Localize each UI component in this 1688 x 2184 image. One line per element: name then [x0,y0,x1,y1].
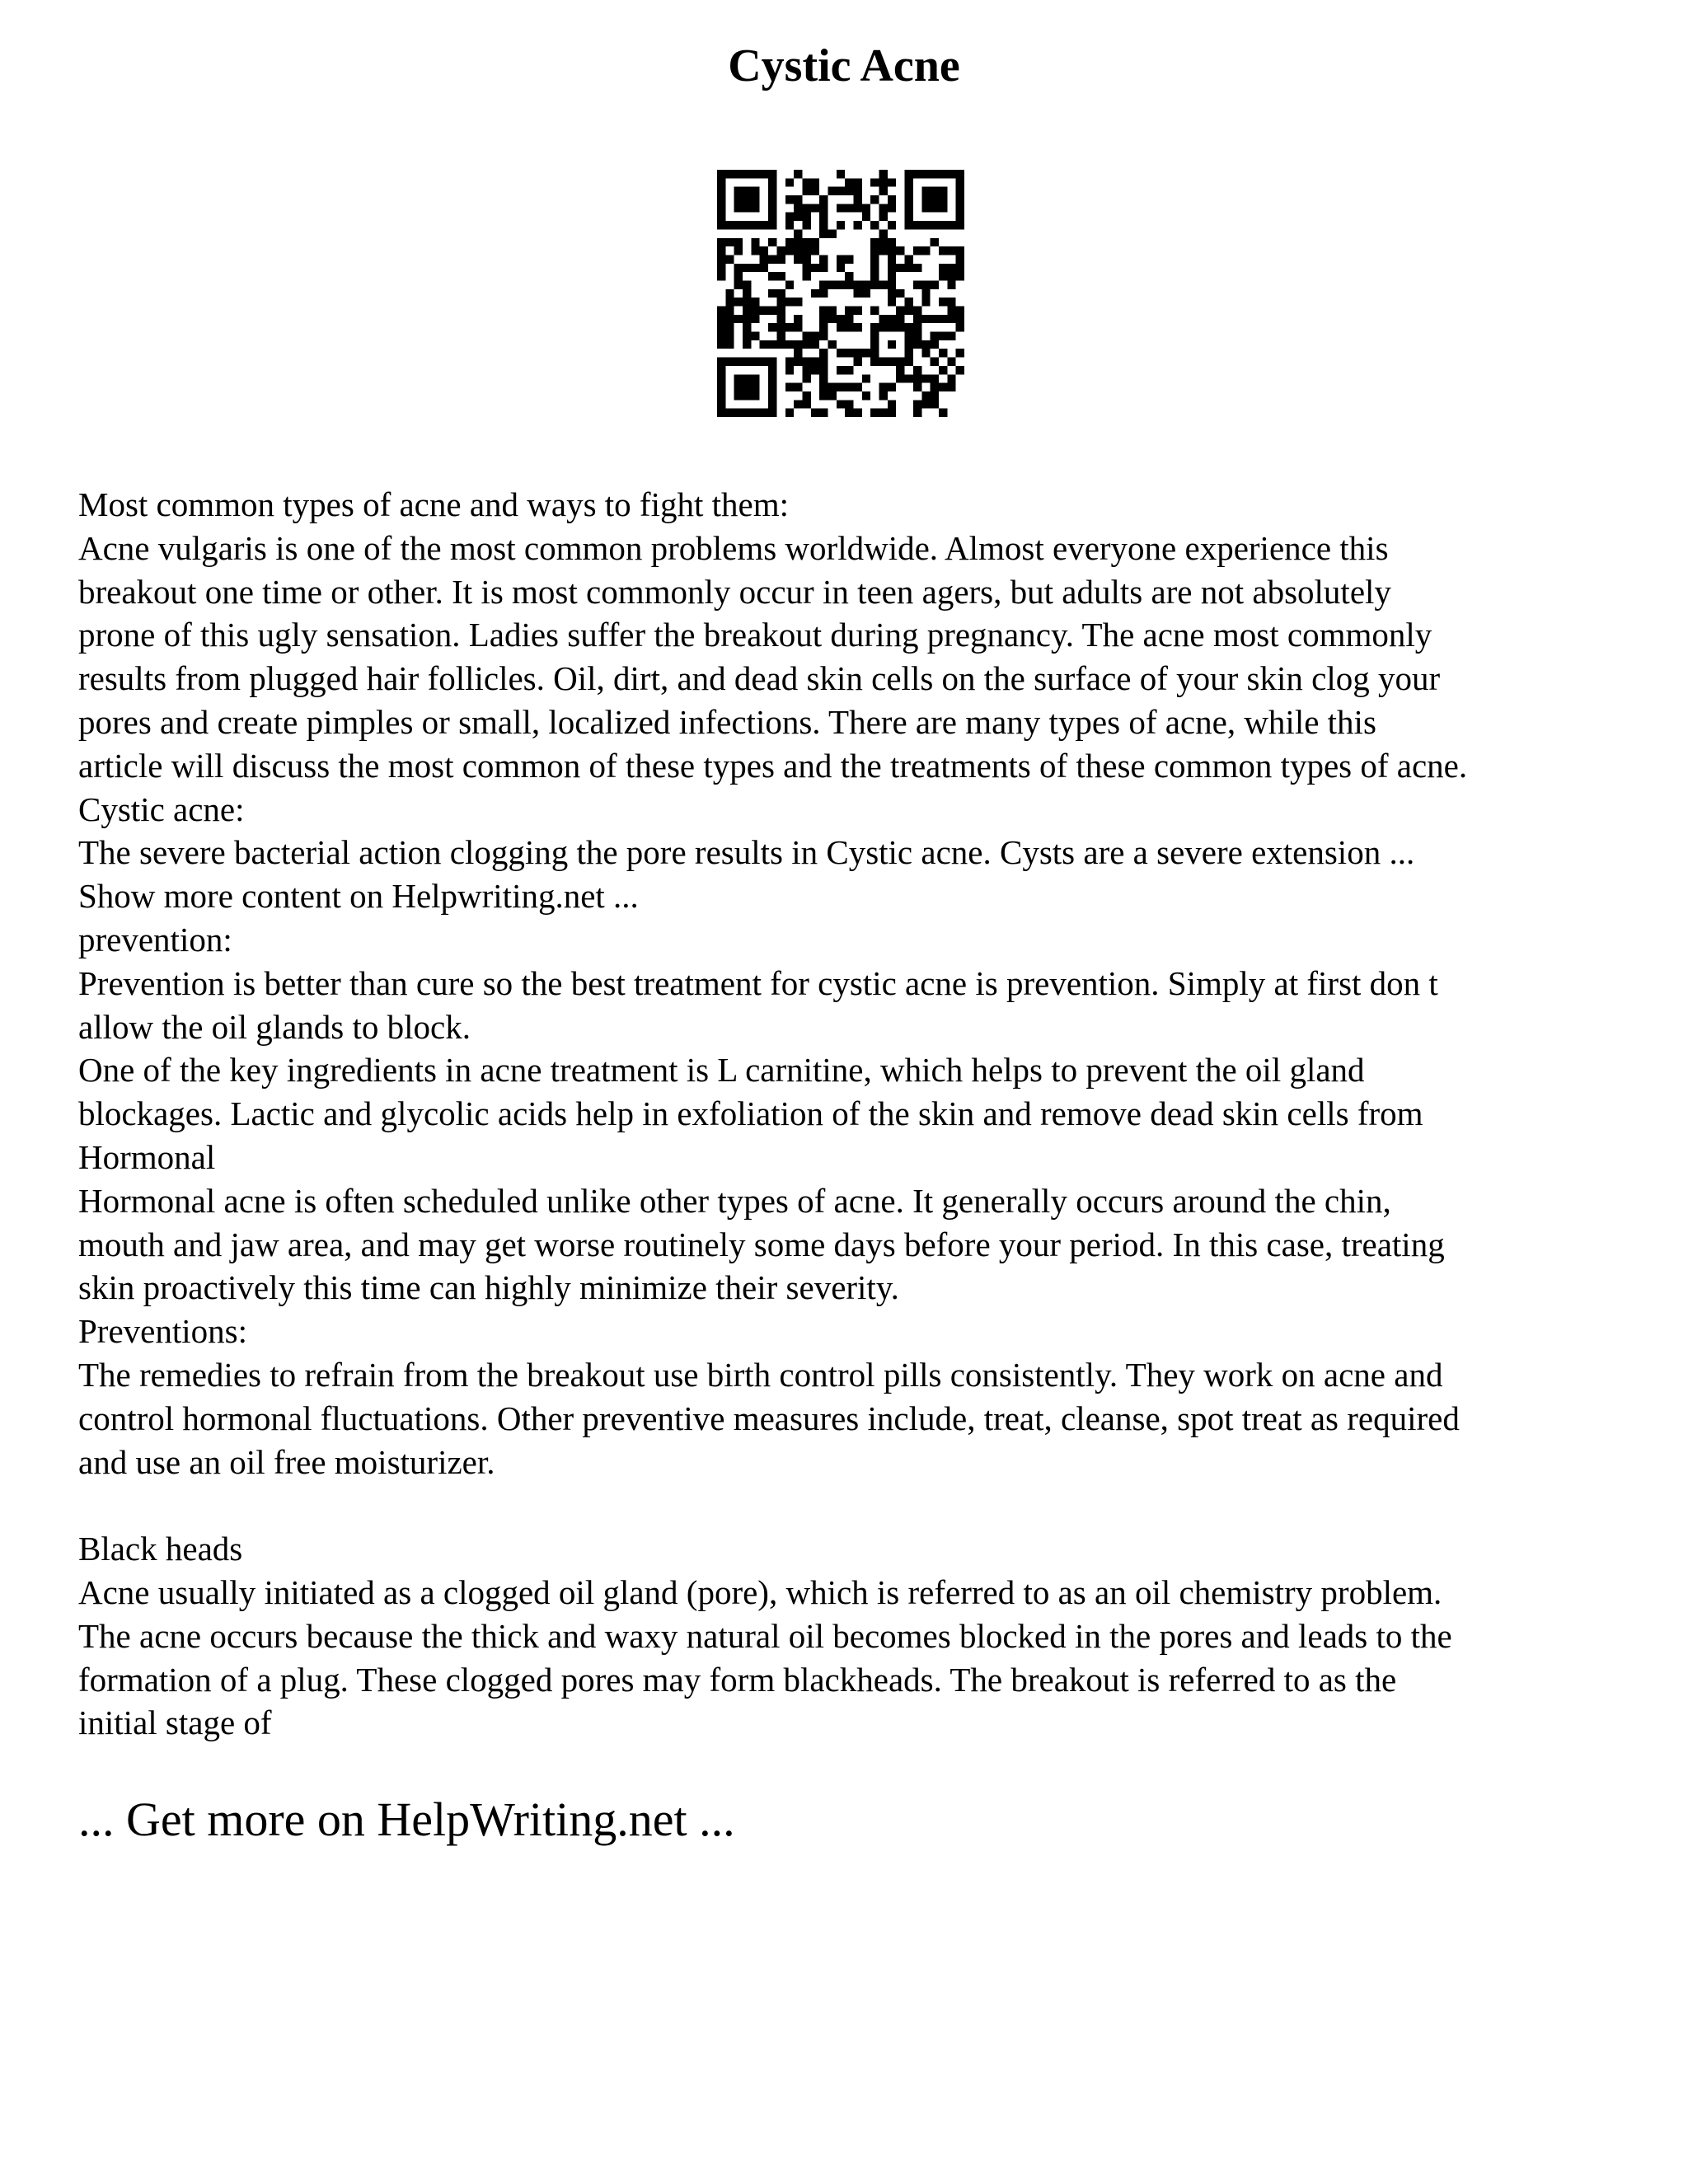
body-line: blockages. Lactic and glycolic acids help in exfoliation of the skin and remove dead skin cells from [78,1094,1423,1133]
body-line: Acne usually initiated as a clogged oil gland (pore), which is referred to as an oil chemistry problem. [78,1572,1442,1611]
blank-line [78,1483,1644,1527]
body-line: Prevention is better than cure so the best treatment for cystic acne is prevention. Simply at first don t [78,963,1438,1002]
body-line: One of the key ingredients in acne treatment is L carnitine, which helps to prevent the oil gland [78,1051,1365,1090]
body-line: and use an oil free moisturizer. [78,1442,495,1481]
body-line: prone of this ugly sensation. Ladies suffer the breakout during pregnancy. The acne most commonly [78,616,1432,654]
body-line: The remedies to refrain from the breakout use birth control pills consistently. They work on acne and [78,1355,1443,1394]
body-line: mouth and jaw area, and may get worse routinely some days before your period. In this case, treating [78,1225,1445,1263]
body-line: formation of a plug. These clogged pores may form blackheads. The breakout is referred to as the [78,1660,1397,1699]
body-line: breakout one time or other. It is most commonly occur in teen agers, but adults are not absolutely [78,572,1391,611]
body-line: Preventions: [78,1312,247,1351]
body-line: Most common types of acne and ways to fight them: [78,485,789,523]
body-line: allow the oil glands to block. [78,1007,471,1046]
qr-code-icon [717,170,964,417]
page-title: Cystic Acne [728,40,960,91]
body-line: Hormonal [78,1137,216,1176]
body-line: Show more content on Helpwriting.net ... [78,877,639,916]
body-line: Cystic acne: [78,790,245,828]
body-line: skin proactively this time can highly minimize their severity. [78,1268,899,1307]
body-line: Hormonal acne is often scheduled unlike other types of acne. It generally occurs around the chin, [78,1181,1391,1220]
body-line: pores and create pimples or small, localized infections. There are many types of acne, while this [78,702,1376,741]
article-body [78,483,1644,1745]
body-line: Black heads [78,1530,243,1568]
body-line: initial stage of [78,1704,272,1742]
body-line: article will discuss the most common of these types and the treatments of these common types of acne. [78,746,1468,785]
body-line: Acne vulgaris is one of the most common problems worldwide. Almost everyone experience this [78,528,1389,567]
body-line: The acne occurs because the thick and waxy natural oil becomes blocked in the pores and leads to the [78,1616,1452,1655]
body-line: prevention: [78,920,232,958]
body-line: The severe bacterial action clogging the pore results in Cystic acne. Cysts are a severe extension ... [78,833,1415,872]
body-line: results from plugged hair follicles. Oil, dirt, and dead skin cells on the surface of your skin clog your [78,659,1441,698]
body-line: control hormonal fluctuations. Other preventive measures include, treat, cleanse, spot treat as required [78,1399,1460,1437]
get-more-link[interactable]: ... Get more on HelpWriting.net ... [78,1793,735,1846]
